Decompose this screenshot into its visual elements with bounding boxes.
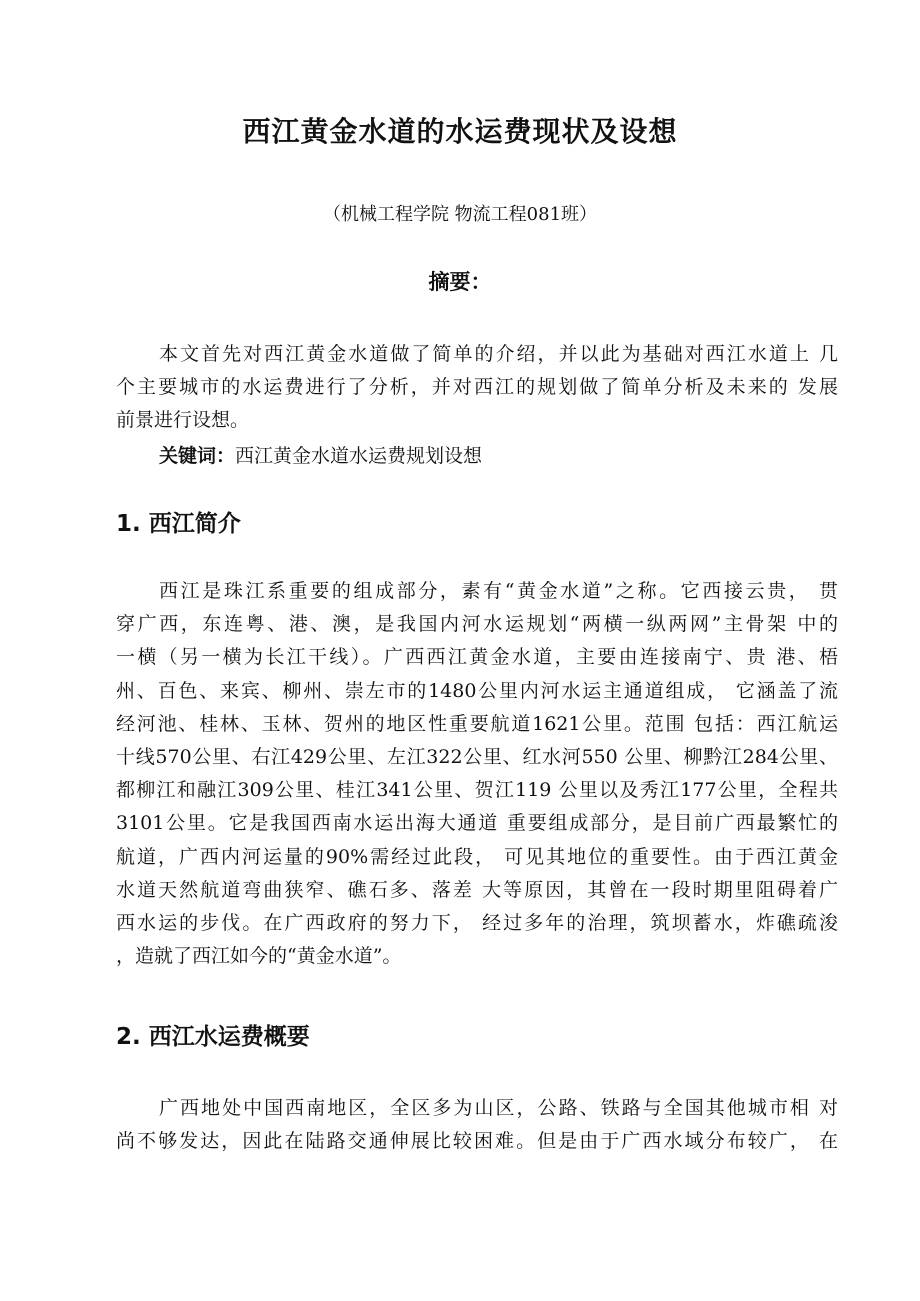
paragraph-line: ，造就了西江如今的“黄金水道”。: [116, 945, 402, 968]
abstract-line: 前景进行设想。: [116, 409, 250, 432]
paragraph-line: 经河池、桂林、玉林、贺州的地区性重要航道1621公里。范围 包括：西江航运: [116, 712, 838, 735]
abstract-paragraph: [116, 338, 838, 438]
abstract-line: 个主要城市的水运费进行了分析，并对西江的规划做了简单分析及未来的 发展: [116, 376, 838, 399]
paragraph-line: 水道天然航道弯曲狭窄、礁石多、落差 大等原因，其曾在一段时期里阻碍着广: [116, 878, 838, 901]
author-affiliation: （机械工程学院 物流工程081班）: [322, 204, 598, 225]
paragraph-line: 航道，广西内河运量的90%需经过此段， 可见其地位的重要性。由于西江黄金: [116, 845, 838, 868]
paragraph-line: 尚不够发达，因此在陆路交通伸展比较困难。但是由于广西水域分布较广， 在: [116, 1130, 838, 1153]
paragraph-line: 穿广西，东连粤、港、澳，是我国内河水运规划“两横一纵两网”主骨架 中的: [116, 613, 838, 636]
paragraph-line: 都柳江和融江309公里、桂江341公里、贺江119 公里以及秀江177公里，全程共: [116, 779, 838, 802]
section-heading: 2. 西江水运费概要: [116, 1024, 310, 1050]
paragraph-line: 州、百色、来宾、柳州、崇左市的1480公里内河水运主通道组成， 它涵盖了流: [116, 679, 838, 702]
paragraph-line: 广西地处中国西南地区，全区多为山区，公路、铁路与全国其他城市相 对: [159, 1097, 838, 1119]
abstract-line: 本文首先对西江黄金水道做了简单的介绍，并以此为基础对西江水道上 几: [159, 343, 838, 365]
section-heading: 1. 西江简介: [116, 511, 241, 537]
keywords-label: 关键词：: [159, 445, 236, 467]
paragraph-line: 西江是珠江系重要的组成部分，素有“黄金水道”之称。它西接云贵， 贯: [159, 580, 838, 602]
section-paragraph: [116, 575, 838, 973]
document-title: 西江黄金水道的水运费现状及设想: [242, 115, 678, 148]
abstract-heading: 摘要：: [428, 270, 492, 294]
paragraph-line: 十线570公里、右江429公里、左江322公里、红水河550 公里、柳黔江284公里、: [116, 746, 838, 769]
keywords-value: 西江黄金水道水运费规划设想: [235, 445, 483, 467]
keywords-line: [159, 440, 482, 473]
paragraph-line: 一横（另一横为长江干线）。广西西江黄金水道，主要由连接南宁、贵 港、梧: [116, 646, 838, 669]
paragraph-line: 3101公里。它是我国西南水运出海大通道 重要组成部分，是目前广西最繁忙的: [116, 812, 838, 835]
paragraph-line: 西水运的步伐。在广西政府的努力下， 经过多年的治理，筑坝蓄水，炸礁疏浚: [116, 912, 838, 935]
section-paragraph: [116, 1092, 838, 1158]
